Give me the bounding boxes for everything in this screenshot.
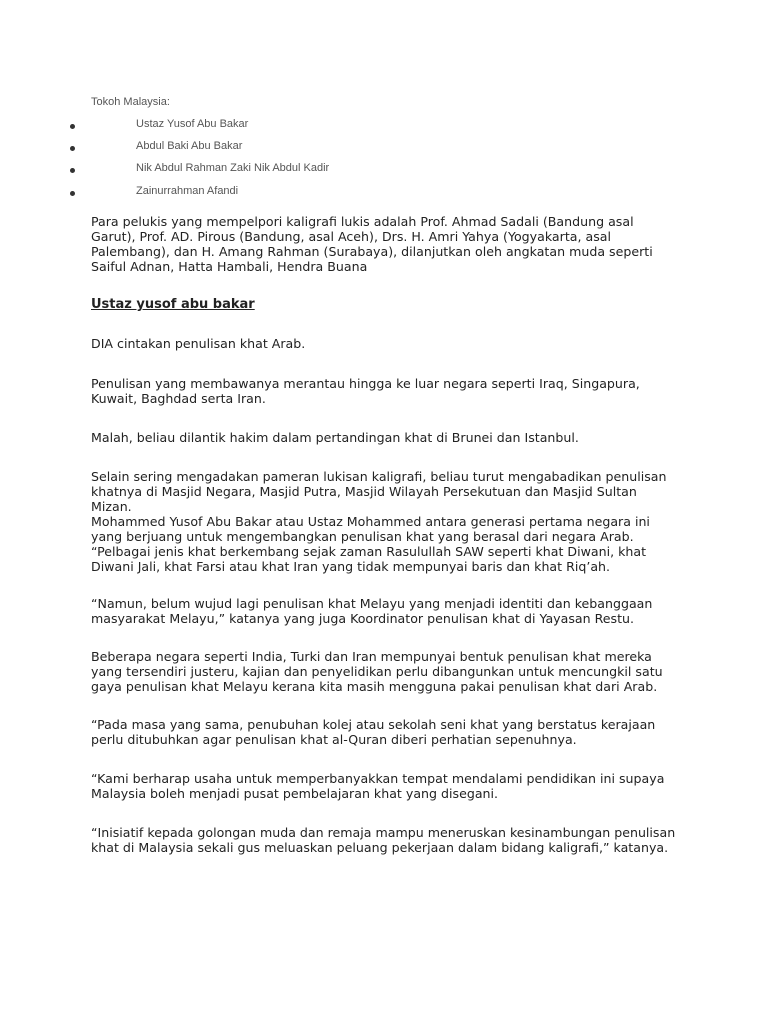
bullet-icon bbox=[70, 124, 75, 129]
figure-name: Zainurrahman Afandi bbox=[136, 185, 239, 197]
text-line: Beberapa negara seperti India, Turki dan Iran mempunyai bentuk penulisan khat mereka bbox=[91, 649, 652, 664]
text-line: Mizan. bbox=[91, 499, 132, 514]
text-line: yang berjuang untuk mengembangkan penulisan khat yang berasal dari negara Arab. bbox=[91, 529, 634, 544]
pioneers-paragraph bbox=[91, 214, 691, 274]
text-line: Para pelukis yang mempelpori kaligrafi lukis adalah Prof. Ahmad Sadali (Bandung asal bbox=[91, 214, 634, 229]
text-line: perlu ditubuhkan agar penulisan khat al-Quran diberi perhatian sepenuhnya. bbox=[91, 732, 577, 747]
text-line: “Namun, belum wujud lagi penulisan khat Melayu yang menjadi identiti dan kebanggaan bbox=[91, 596, 653, 611]
text-line: Selain sering mengadakan pameran lukisan kaligrafi, beliau turut mengabadikan penulisan bbox=[91, 469, 667, 484]
text-line: Malah, beliau dilantik hakim dalam pertandingan khat di Brunei dan Istanbul. bbox=[91, 430, 579, 445]
paragraph bbox=[91, 596, 691, 626]
bullet-icon bbox=[70, 146, 75, 151]
text-line: masyarakat Melayu,” katanya yang juga Koordinator penulisan khat di Yayasan Restu. bbox=[91, 611, 635, 626]
paragraph bbox=[91, 825, 691, 855]
text-line: Mohammed Yusof Abu Bakar atau Ustaz Mohammed antara generasi pertama negara ini bbox=[91, 514, 650, 529]
paragraph bbox=[91, 771, 691, 801]
text-line: “Pada masa yang sama, penubuhan kolej atau sekolah seni khat yang berstatus kerajaan bbox=[91, 717, 656, 732]
paragraph bbox=[91, 336, 691, 351]
text-line: Diwani Jali, khat Farsi atau khat Iran yang tidak mempunyai baris dan khat Riq’ah. bbox=[91, 559, 611, 574]
bullet-icon bbox=[70, 168, 75, 173]
text-line: Saiful Adnan, Hatta Hambali, Hendra Buana bbox=[91, 259, 368, 274]
text-line: Penulisan yang membawanya merantau hingga ke luar negara seperti Iraq, Singapura, bbox=[91, 376, 640, 391]
text-line: Garut), Prof. AD. Pirous (Bandung, asal Aceh), Drs. H. Amri Yahya (Yogyakarta, asal bbox=[91, 229, 611, 244]
text-line: “Kami berharap usaha untuk memperbanyakkan tempat mendalami pendidikan ini supaya bbox=[91, 771, 665, 786]
bullet-icon bbox=[70, 191, 75, 196]
text-line: DIA cintakan penulisan khat Arab. bbox=[91, 336, 306, 351]
figure-name: Ustaz Yusof Abu Bakar bbox=[136, 118, 249, 130]
text-line: gaya penulisan khat Melayu kerana kita masih mengguna pakai penulisan khat dari Arab. bbox=[91, 679, 658, 694]
paragraph bbox=[91, 717, 691, 747]
paragraph bbox=[91, 649, 691, 694]
figure-item bbox=[70, 185, 670, 201]
text-line: “Inisiatif kepada golongan muda dan remaja mampu meneruskan kesinambungan penulisan bbox=[91, 825, 676, 840]
intro-label: Tokoh Malaysia: bbox=[91, 96, 170, 108]
text-line: “Pelbagai jenis khat berkembang sejak zaman Rasulullah SAW seperti khat Diwani, khat bbox=[91, 544, 647, 559]
figure-name: Nik Abdul Rahman Zaki Nik Abdul Kadir bbox=[136, 162, 330, 174]
paragraph bbox=[91, 376, 691, 406]
figure-item bbox=[70, 118, 670, 134]
figure-item bbox=[70, 162, 670, 178]
text-line: khat di Malaysia sekali gus meluaskan peluang pekerjaan dalam bidang kaligrafi,” katanya. bbox=[91, 840, 669, 855]
figure-item bbox=[70, 140, 670, 156]
paragraph bbox=[91, 430, 691, 445]
text-line: Malaysia boleh menjadi pusat pembelajaran khat yang disegani. bbox=[91, 786, 499, 801]
text-line: Palembang), dan H. Amang Rahman (Surabaya), dilanjutkan oleh angkatan muda seperti bbox=[91, 244, 653, 259]
text-line: yang tersendiri justeru, kajian dan penyelidikan perlu dibangunkan untuk mencungkil satu bbox=[91, 664, 663, 679]
figure-name: Abdul Baki Abu Bakar bbox=[136, 140, 243, 152]
section-heading: Ustaz yusof abu bakar bbox=[91, 297, 255, 312]
text-line: khatnya di Masjid Negara, Masjid Putra, Masjid Wilayah Persekutuan dan Masjid Sultan bbox=[91, 484, 637, 499]
text-line: Kuwait, Baghdad serta Iran. bbox=[91, 391, 266, 406]
paragraph bbox=[91, 469, 691, 574]
